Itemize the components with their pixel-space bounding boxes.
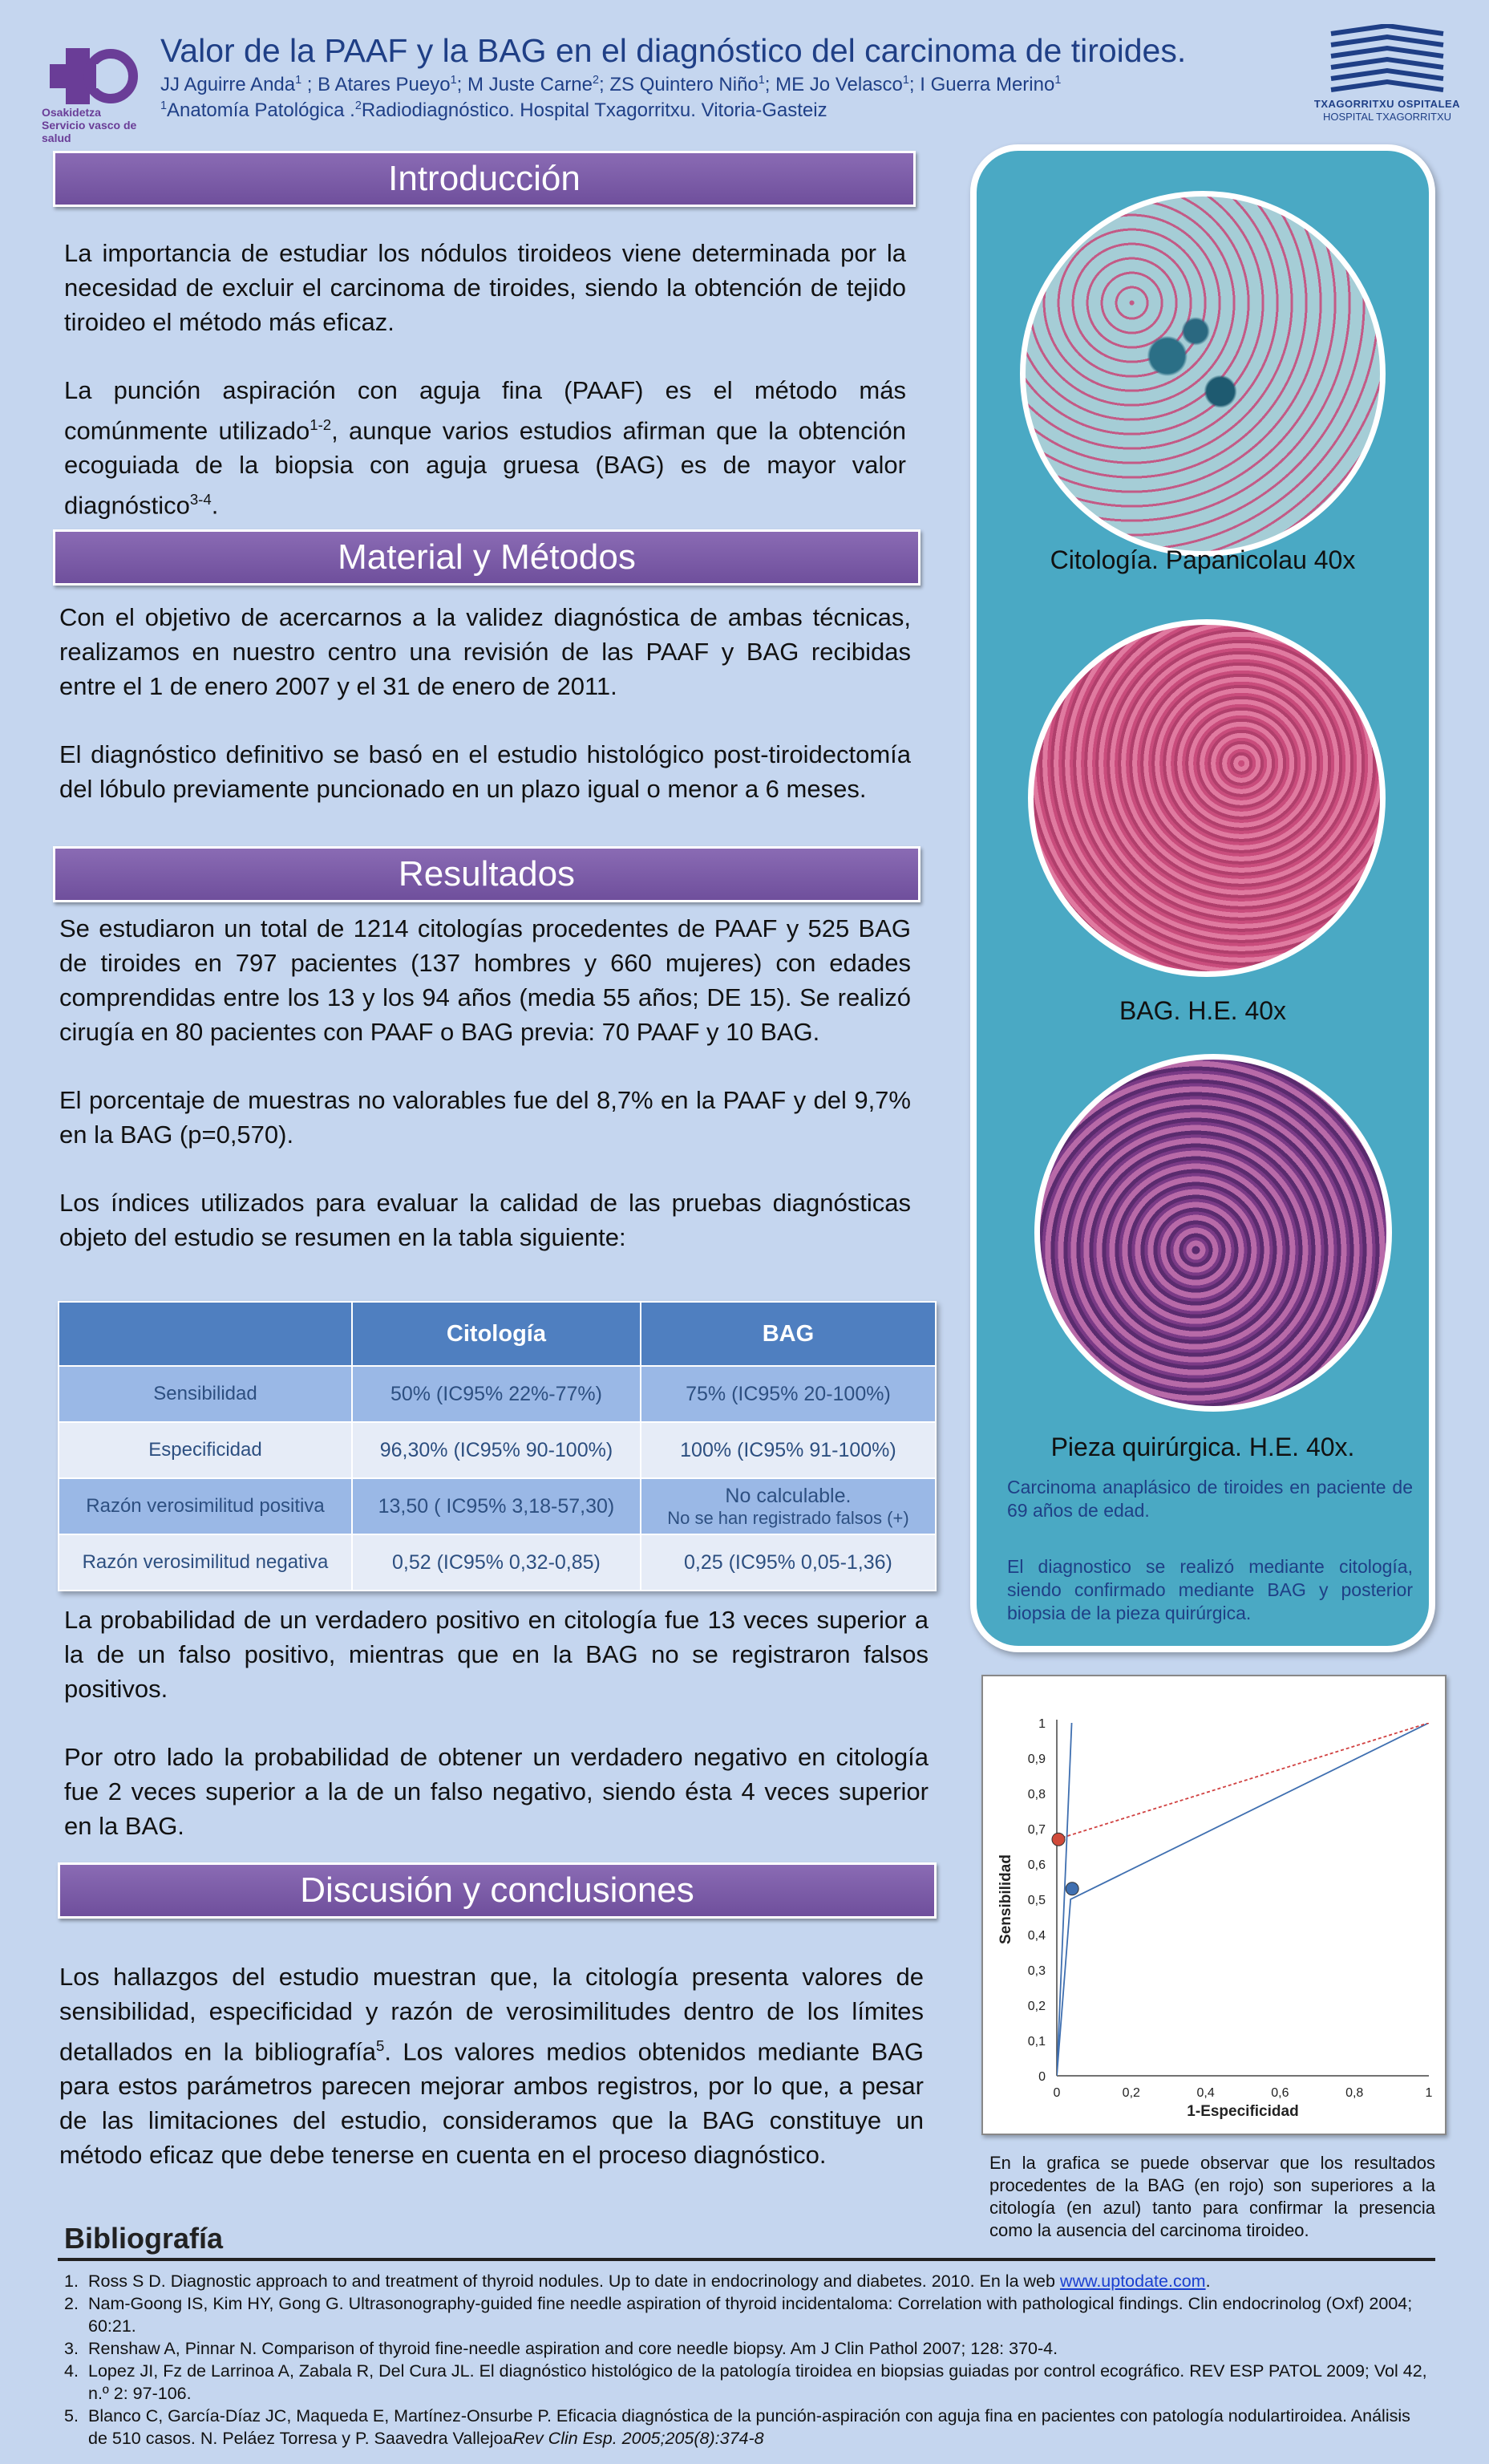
bib-number: 5. — [64, 2406, 79, 2426]
roc-series-line — [1057, 1723, 1429, 1839]
roc-chart-note: En la grafica se puede observar que los resultados procedentes de la BAG (en rojo) son superiores a la citología (en azul) tanto para confirmar la presencia como la ausencia del carcinoma tiroideo. — [989, 2153, 1435, 2240]
discusion-paragraph-1 — [59, 1959, 924, 2172]
intro-sup-1: 1-2 — [310, 416, 332, 433]
metodos-text — [59, 600, 911, 840]
table-cell-label: Razón verosimilitud positiva — [59, 1478, 352, 1534]
logo-left-line-1: Osakidetza — [42, 106, 101, 119]
bib-number: 1. — [64, 2272, 79, 2291]
citologia-image — [1020, 191, 1386, 557]
roc-y-tick-label: 0,4 — [1027, 1929, 1046, 1943]
table-row — [59, 1534, 936, 1591]
bib-text-tail: . — [1205, 2272, 1211, 2291]
table-cell-label: Especificidad — [59, 1422, 352, 1478]
roc-y-tick-label: 0,6 — [1027, 1858, 1046, 1872]
bib-number: 2. — [64, 2294, 79, 2313]
roc-x-tick-label: 0,4 — [1196, 2086, 1215, 2100]
author-sup: 2 — [593, 74, 600, 87]
roc-x-tick-label: 0,2 — [1122, 2086, 1140, 2100]
roc-y-tick-label: 1 — [1038, 1717, 1046, 1731]
authors-line: JJ Aguirre Anda$^1$ ; B Atares Pueyo$^1$; M Juste Carne$^2$; ZS Quintero Niño$^1$; ME Jo Velasco$^1$; I Guerra Merino$^1$ — [160, 74, 1062, 95]
table-header-cell — [59, 1302, 352, 1366]
affil-sup: 2 — [354, 99, 362, 112]
bibliography-title: Bibliografía — [64, 2222, 224, 2255]
resultados-text — [59, 911, 911, 1288]
section-header-introduccion: Introducción — [53, 151, 916, 207]
bib-item — [64, 2337, 1427, 2360]
roc-marker — [1066, 1882, 1078, 1895]
section-header-resultados: Resultados — [53, 846, 921, 902]
bib-text-main: Ross S D. Diagnostic approach to and treatment of thyroid nodules. Up to date in endocrinology and diabetes. 2010. En la web — [88, 2272, 1060, 2291]
resultados-paragraph-5: Por otro lado la probabilidad de obtener un verdadero negativo en citología fue 2 veces superior a la de un falso negativo, siendo ésta 4 veces superior en la BAG. — [64, 1743, 929, 1840]
table-header-cell: BAG — [641, 1302, 936, 1366]
table-header-cell: Citología — [352, 1302, 641, 1366]
roc-series-line — [1057, 1723, 1429, 2076]
bib-text — [88, 2405, 1427, 2450]
author-sup: 1 — [902, 74, 909, 87]
poster-title: Valor de la PAAF y la BAG en el diagnóstico del carcinoma de tiroides. — [160, 32, 1187, 69]
roc-x-tick-label: 0 — [1053, 2086, 1061, 2100]
bib-text: Lopez JI, Fz de Larrinoa A, Zabala R, Del Cura JL. El diagnóstico histológico de la patología tiroidea en biopsias guiadas por control ecográfico. REV ESP PATOL 2009; Vol 42, n.º 2: 97-106. — [88, 2361, 1427, 2403]
table-cell — [641, 1478, 936, 1534]
section-header-metodos: Material y Métodos — [53, 529, 921, 586]
table-cell: 0,25 (IC95% 0,05-1,36) — [641, 1534, 936, 1591]
roc-y-tick-label: 0,1 — [1027, 2035, 1046, 2049]
intro-sup-2: 3-4 — [189, 491, 212, 509]
roc-y-tick-label: 0,5 — [1027, 1894, 1046, 1907]
author: ZS Quintero Niño — [609, 74, 759, 95]
roc-chart-frame — [981, 1675, 1447, 2135]
table-cell: 50% (IC95% 22%-77%) — [352, 1366, 641, 1422]
bib-text: Nam-Goong IS, Kim HY, Gong G. Ultrasonography-guided fine needle aspiration of thyroid incidentaloma: Correlation with pathological findings. Clin endocrinolog (Oxf) 2004; 60:21. — [88, 2294, 1413, 2336]
roc-y-tick-label: 0,2 — [1027, 2000, 1046, 2013]
table-cell: 96,30% (IC95% 90-100%) — [352, 1422, 641, 1478]
intro-text — [64, 236, 906, 557]
discusion-p1-a: Los hallazgos del estudio muestran que, la citología presenta valores de sensibilidad, especificidad y razón de verosimilitudes dentro de los límites detallados en la bibliografía — [59, 1963, 924, 2066]
table-cell-text: No calculable. — [725, 1484, 852, 1507]
bag-image — [1028, 619, 1386, 977]
panel-note-1: Carcinoma anaplásico de tiroides en paciente de 69 años de edad. — [1007, 1477, 1413, 1521]
roc-y-tick-label: 0,9 — [1027, 1753, 1046, 1766]
intro-paragraph-2 — [64, 373, 906, 523]
roc-x-axis-label: 1-Especificidad — [1187, 2103, 1299, 2120]
hospital-logo-icon — [1327, 24, 1447, 96]
metodos-paragraph-1: Con el objetivo de acercarnos a la validez diagnóstica de ambas técnicas, realizamos en nuestro centro una revisión de las PAAF y BAG recibidas entre el 1 de enero 2007 y el 31 de enero de 2011. — [59, 603, 911, 700]
roc-chart — [983, 1676, 1445, 2134]
bib-item — [64, 2270, 1427, 2292]
affiliation-1: Anatomía Patológica . — [167, 99, 355, 121]
intro-p2-a: La punción aspiración con aguja fina (PAAF) es el método más comúnmente utilizado — [64, 376, 906, 445]
discusion-sup: 5 — [375, 2037, 385, 2054]
caption-citologia: Citología. Papanicolau 40x — [1050, 545, 1356, 574]
caption-bag: BAG. H.E. 40x — [1119, 996, 1287, 1025]
roc-marker — [1052, 1833, 1065, 1846]
author: JJ Aguirre Anda — [160, 74, 296, 95]
bibliography-list — [64, 2270, 1427, 2450]
roc-x-tick-label: 0,8 — [1345, 2086, 1364, 2100]
roc-y-tick-label: 0,8 — [1027, 1788, 1046, 1801]
author: ME Jo Velasco — [775, 74, 903, 95]
discusion-text — [59, 1959, 924, 2206]
bib-text — [88, 2270, 1211, 2292]
table-cell: 0,52 (IC95% 0,32-0,85) — [352, 1534, 641, 1591]
bibliography-rule — [58, 2258, 1435, 2261]
results-table — [58, 1301, 937, 1591]
roc-y-tick-label: 0,3 — [1027, 1964, 1046, 1978]
roc-series-line — [1057, 1723, 1072, 2076]
resultados-paragraph-1: Se estudiaron un total de 1214 citologías procedentes de PAAF y 525 BAG de tiroides en 797 pacientes (137 hombres y 660 mujeres) con edades comprendidas entre los 13 y los 94 años (media 55 años; DE 15). Se realizó cirugía en 80 pacientes con PAAF o BAG previa: 70 PAAF y 10 BAG. — [59, 914, 911, 1046]
table-row — [59, 1478, 936, 1534]
resultados-paragraph-2: El porcentaje de muestras no valorables fue del 8,7% en la PAAF y del 9,7% en la BAG (p=0,570). — [59, 1086, 911, 1149]
roc-y-tick-label: 0 — [1038, 2070, 1046, 2084]
bib-item — [64, 2292, 1427, 2337]
table-cell: 100% (IC95% 91-100%) — [641, 1422, 936, 1478]
author: M Juste Carne — [467, 74, 593, 95]
table-row — [59, 1422, 936, 1478]
table-cell-label: Razón verosimilitud negativa — [59, 1534, 352, 1591]
bib-text-main: Blanco C, García-Díaz JC, Maqueda E, Martínez-Onsurbe P. Eficacia diagnóstica de la punción-aspiración con aguja fina en pacientes con patología nodulartiroidea. Análisis de 510 casos. N. Peláez Torresa y P. Saavedra Vallejoa — [88, 2406, 1410, 2448]
discusion-p1-b: . Los valores medios obtenidos mediante BAG para estos parámetros parecen mejorar ambos registros, por lo que, a pesar de las limitaciones del estudio, consideramos que la BAG constituye un método eficaz que debe tenerse en cuenta en el proceso diagnóstico. — [59, 2037, 924, 2170]
table-cell-label: Sensibilidad — [59, 1366, 352, 1422]
panel-note-2: El diagnostico se realizó mediante citología, siendo confirmado mediante BAG y posterior biopsia de la pieza quirúrgica. — [1007, 1556, 1413, 1623]
logo-left-line-2: Servicio vasco de salud — [42, 119, 137, 144]
author-sup: 1 — [1054, 74, 1062, 87]
logo-right-line-2: HOSPITAL TXAGORRITXU — [1322, 111, 1452, 123]
bib-text: Renshaw A, Pinnar N. Comparison of thyroid fine-needle aspiration and core needle biopsy. Am J Clin Pathol 2007; 128: 370-4. — [88, 2339, 1058, 2358]
author: B Atares Pueyo — [318, 74, 451, 95]
bib-item — [64, 2360, 1427, 2405]
author-sup: 1 — [758, 74, 765, 87]
roc-x-tick-label: 1 — [1425, 2086, 1433, 2100]
table-cell: 75% (IC95% 20-100%) — [641, 1366, 936, 1422]
intro-p2-b: , aunque varios estudios afirman que la obtención ecoguiada de la biopsia con aguja gruesa (BAG) es de mayor valor diagnóstico — [64, 416, 906, 520]
bib-link[interactable]: www.uptodate.com — [1059, 2272, 1206, 2291]
affiliation-2: Radiodiagnóstico. Hospital Txagorritxu. Vitoria-Gasteiz — [361, 99, 827, 121]
resultados-paragraph-4: La probabilidad de un verdadero positivo en citología fue 13 veces superior a la de un falso positivo, mientras que en la BAG no se registraron falsos positivos. — [64, 1606, 929, 1703]
bib-number: 3. — [64, 2339, 79, 2358]
author: I Guerra Merino — [920, 74, 1055, 95]
affil-sup: 1 — [160, 99, 168, 112]
table-cell: 13,50 ( IC95% 3,18-57,30) — [352, 1478, 641, 1534]
table-cell-note: No se han registrado falsos (+) — [667, 1507, 909, 1528]
author-sup: 1 — [295, 74, 302, 87]
caption-pieza: Pieza quirúrgica. H.E. 40x. — [1050, 1433, 1355, 1461]
bib-item — [64, 2405, 1427, 2450]
resultados-paragraph-3: Los índices utilizados para evaluar la calidad de las pruebas diagnósticas objeto del estudio se resumen en la tabla siguiente: — [59, 1189, 911, 1251]
table-row — [59, 1366, 936, 1422]
roc-x-tick-label: 0,6 — [1271, 2086, 1289, 2100]
logo-right-line-1: TXAGORRITXU OSPITALEA — [1313, 98, 1461, 110]
metodos-paragraph-2: El diagnóstico definitivo se basó en el estudio histológico post-tiroidectomía del lóbulo previamente puncionado en un plazo igual o menor a 6 meses. — [59, 740, 911, 803]
logo-left-text — [42, 106, 162, 144]
roc-y-tick-label: 0,7 — [1027, 1823, 1046, 1837]
pieza-quirurgica-image — [1034, 1054, 1392, 1412]
roc-y-axis-label: Sensibilidad — [997, 1854, 1014, 1944]
table-header-row — [59, 1302, 936, 1366]
author-sup: 1 — [450, 74, 457, 87]
resultados-text-2 — [64, 1603, 929, 1877]
bib-text-italic: Rev Clin Esp. 2005;205(8):374-8 — [512, 2429, 764, 2448]
intro-paragraph-1: La importancia de estudiar los nódulos tiroideos viene determinada por la necesidad de excluir el carcinoma de tiroides, siendo la obtención de tejido tiroideo el método más eficaz. — [64, 239, 906, 336]
bib-number: 4. — [64, 2361, 79, 2381]
section-header-discusion: Discusión y conclusiones — [58, 1862, 937, 1919]
affiliations-line — [160, 99, 1299, 122]
intro-p2-c: . — [211, 491, 219, 520]
